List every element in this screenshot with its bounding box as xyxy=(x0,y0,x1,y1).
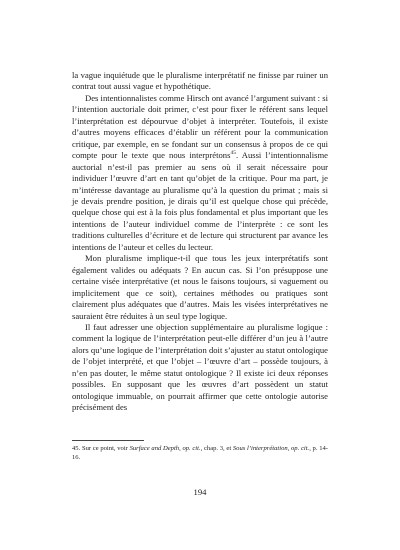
paragraph xyxy=(72,93,328,253)
text-run: , p. 14-16. xyxy=(72,445,328,461)
text-run: 45. Sur ce point, voir xyxy=(72,445,130,452)
text-run: Des intentionnalistes comme Hirsch ont avancé l’argument suivant : si l’intention auctoriale doit primer, c’est pour fixer le référent sans lequel l’interprétation est dépourvue d’objet à interpréter. Toutefois, il existe d’autres moyens efficaces d’établir un référent pour la communication critique, par exemple, en se fondant sur un consensus à propos de ce qui compte pour le texte que nous interprétons xyxy=(72,92,328,161)
footnote-ref: 45 xyxy=(230,150,236,157)
paragraph xyxy=(72,253,328,322)
italic-title: Sous l’interprétation, op. cit. xyxy=(232,445,310,452)
italic-title: Surface and Depth, op. cit. xyxy=(129,445,201,452)
main-text-block xyxy=(72,70,328,414)
text-run: la vague inquiétude que le pluralisme interprétatif ne finisse par ruiner un contrat tout aussi vague et hypothétique. xyxy=(72,70,328,92)
paragraph xyxy=(72,322,328,414)
text-run: Il faut adresser une objection supplémentaire au pluralisme logique : comment la logique de l’interprétation peut-elle différer d’un jeu à l’autre alors qu’une logique de l’interprétation doit s’ajuster au statut ontologique de l’objet interprété, et que l’objet – l’œuvre d’art – possède toujours, à n’en pas douter, le même statut ontologique ? Il existe ici deux réponses possibles. En supposant que les œuvres d’art possèdent un statut ontologique immuable, on pourrait affirmer que cette ontologie autorise précisément des xyxy=(72,321,328,413)
footnote-45 xyxy=(72,444,328,462)
text-run: Mon pluralisme implique-t-il que tous les jeux interprétatifs sont également valides ou adéquats ? En aucun cas. Si l’on présuppose une certaine visée interprétative (et nous le faisons toujours, si vaguement ou implicitement que ce soit), certaines méthodes ou pratiques sont clairement plus adéquates que d’autres. Mais les visées interprétatives ne sauraient être réduites à un seul type logique. xyxy=(72,253,328,321)
text-run: . Aussi l’intentionnalisme auctorial n’est-il pas premier au sens où il serait nécessaire pour individuer l’œuvre d’art en tant qu’objet de la critique. Pour ma part, je m’intéresse davantage au pluralisme qu’à la question du primat ; mais si je devais prendre position, je dirais qu’il est quelque chose qui précède, quelque chose qui est à la fois plus fondamental et plus important que les intentions de l’auteur individuel comme de l’interprète : ce sont les traditions culturelles d’écriture et de lecture qui structurent par avance les intentions de l’auteur et celles du lecteur. xyxy=(72,150,328,252)
text-run: , chap. 3, et xyxy=(200,445,233,452)
footnote-rule xyxy=(72,440,144,441)
paragraph xyxy=(72,70,328,93)
page-number: 194 xyxy=(193,487,207,497)
